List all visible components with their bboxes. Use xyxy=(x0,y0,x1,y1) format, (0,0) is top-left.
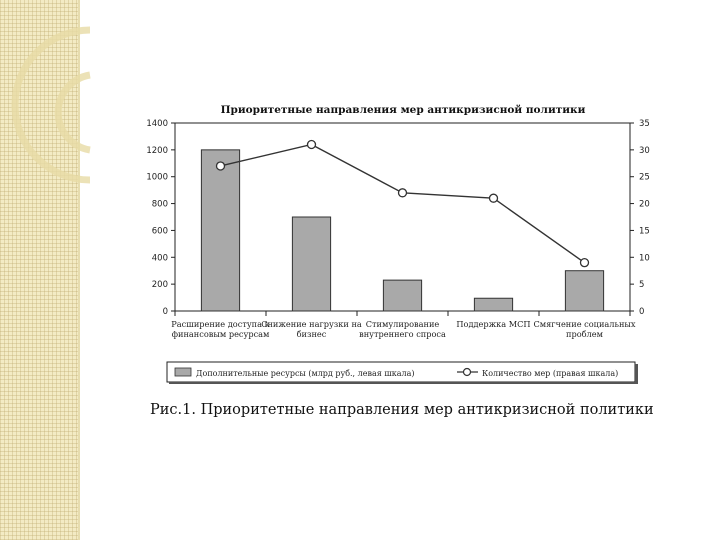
legend-shadow-bottom xyxy=(169,382,638,384)
right-axis-tick-label: 15 xyxy=(639,226,650,237)
decorative-circles xyxy=(15,30,90,180)
right-axis-tick-label: 35 xyxy=(639,119,650,129)
line-series xyxy=(217,140,589,266)
figure-caption: Рис.1. Приоритетные направления мер антикризисной политики xyxy=(150,402,654,418)
category-label: Поддержка МСП xyxy=(456,319,531,329)
line-point xyxy=(581,259,589,267)
bar xyxy=(292,217,330,311)
left-axis-tick-label: 200 xyxy=(151,280,168,291)
legend-line-label: Количество мер (правая шкала) xyxy=(482,369,619,378)
left-axis-tick-label: 1400 xyxy=(146,119,168,129)
category-labels xyxy=(171,311,636,339)
legend-line-marker xyxy=(464,369,471,376)
line-point xyxy=(308,140,316,148)
left-axis-tick-label: 0 xyxy=(162,307,168,317)
left-axis-tick-label: 800 xyxy=(151,199,168,210)
legend-bar-label: Дополнительные ресурсы (млрд руб., левая шкала) xyxy=(196,369,415,378)
legend xyxy=(167,362,638,384)
left-axis-tick-label: 1000 xyxy=(146,172,168,183)
bar xyxy=(201,150,239,311)
left-axis-tick-label: 1200 xyxy=(146,145,168,156)
right-axis-tick-label: 20 xyxy=(639,199,650,210)
right-axis xyxy=(630,119,650,317)
left-axis xyxy=(146,119,175,317)
bars xyxy=(201,150,603,311)
category-label: Смягчение социальных проблем xyxy=(533,319,636,339)
right-axis-tick-label: 0 xyxy=(639,307,645,317)
category-label: Расширение доступа к финансовым ресурсам xyxy=(171,319,270,339)
line-point xyxy=(217,162,225,170)
category-label: Стимулирование внутреннего спроса xyxy=(359,319,446,339)
right-axis-tick-label: 5 xyxy=(639,280,645,291)
bar xyxy=(565,271,603,311)
line-point xyxy=(399,189,407,197)
left-axis-tick-label: 400 xyxy=(151,253,168,264)
bar xyxy=(474,298,512,311)
bar xyxy=(383,280,421,311)
legend-bar-swatch xyxy=(175,368,191,376)
right-axis-tick-label: 10 xyxy=(639,253,650,264)
right-axis-tick-label: 30 xyxy=(639,145,650,156)
left-axis-tick-label: 600 xyxy=(151,226,168,237)
line-point xyxy=(490,194,498,202)
legend-shadow-right xyxy=(635,364,638,384)
category-label: Снижение нагрузки на бизнес xyxy=(261,319,362,339)
line-path xyxy=(221,144,585,262)
right-axis-tick-label: 25 xyxy=(639,172,650,183)
chart-title: Приоритетные направления мер антикризисной политики xyxy=(220,104,586,116)
